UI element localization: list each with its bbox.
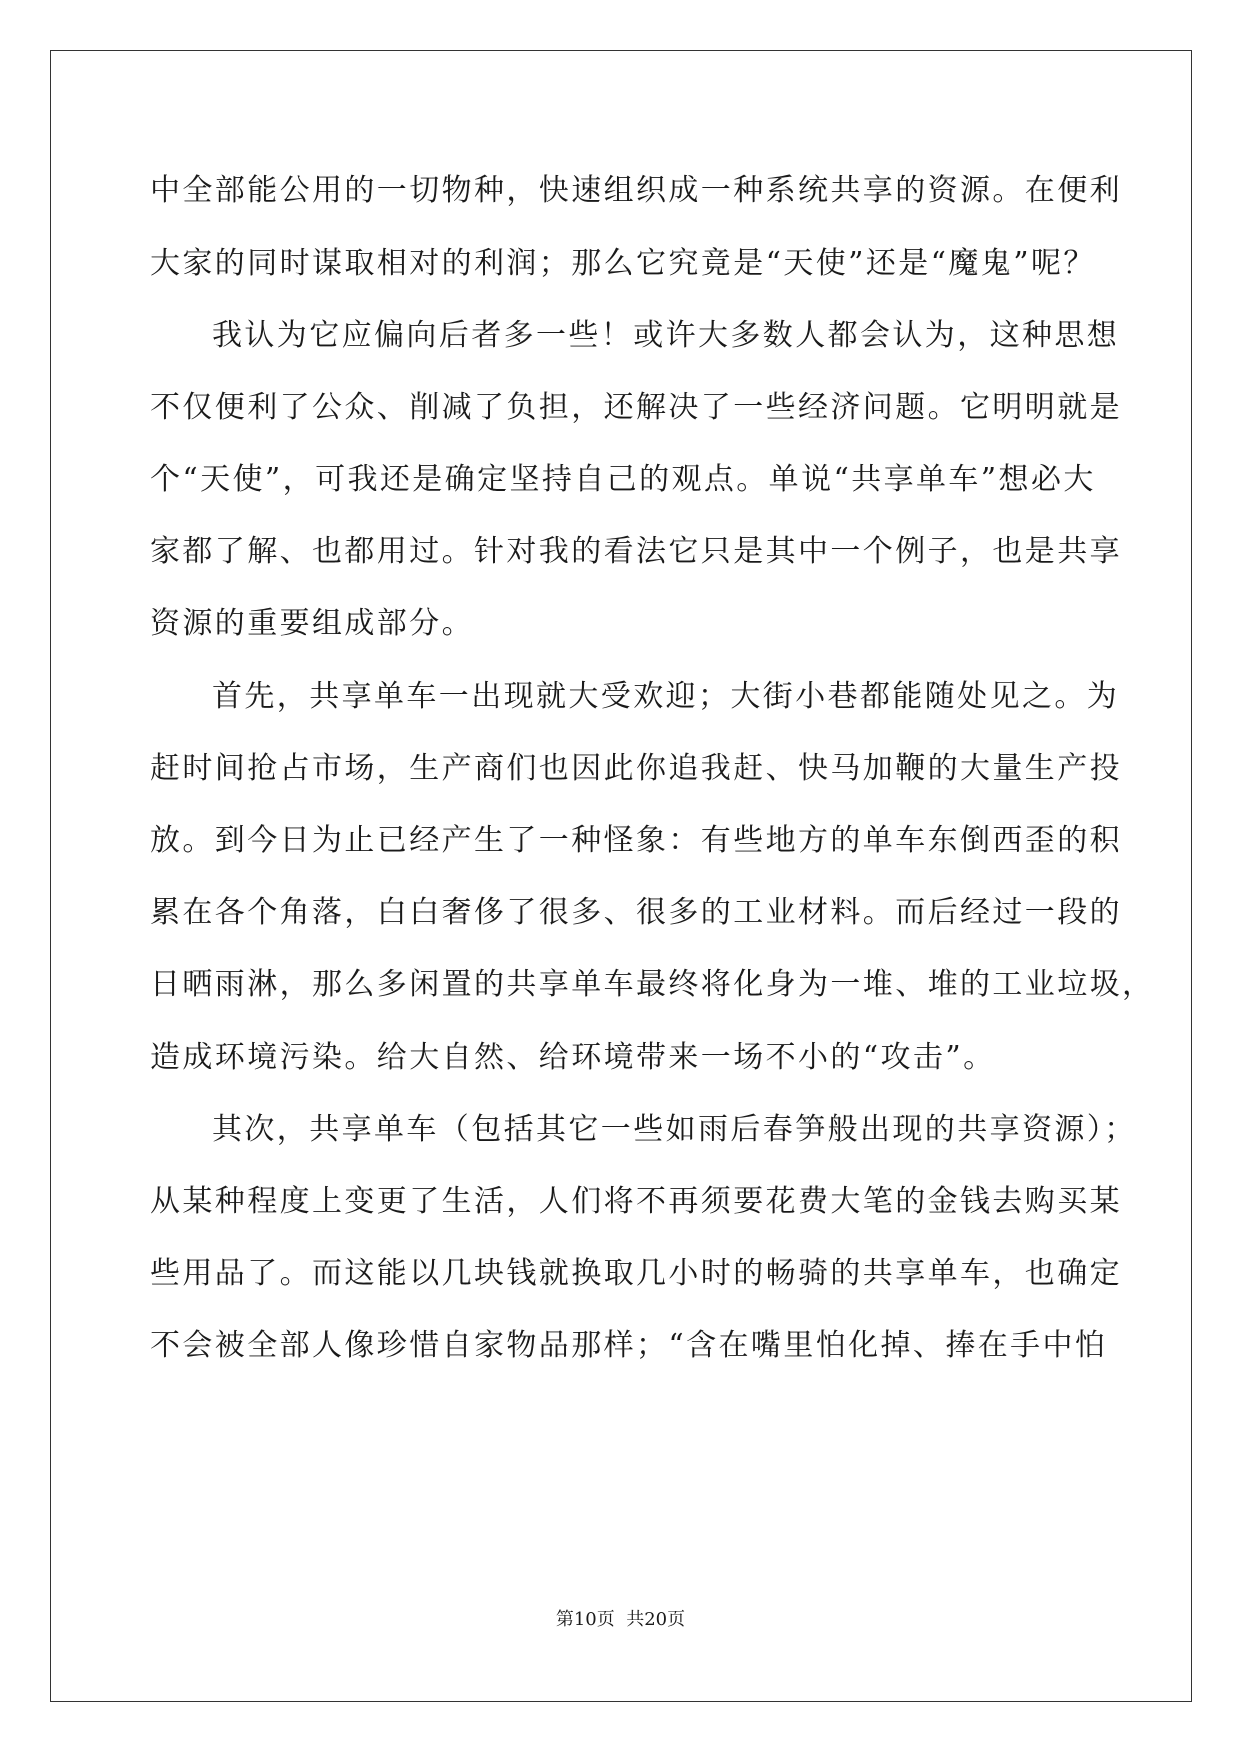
text-line: 放。到今日为止已经产生了一种怪象：有些地方的单车东倒西歪的积 — [150, 823, 1122, 858]
text-line: 日晒雨淋，那么多闲置的共享单车最终将化身为一堆、堆的工业垃圾， — [150, 967, 1155, 1002]
paragraph-start-line: 其次，共享单车（包括其它一些如雨后春笋般出现的共享资源）； — [212, 1112, 1137, 1147]
text-line: 大家的同时谋取相对的利润；那么它究竟是“天使”还是“魔鬼”呢？ — [150, 246, 1096, 281]
text-line: 中全部能公用的一切物种，快速组织成一种系统共享的资源。在便利 — [150, 173, 1122, 208]
paragraph-start-line: 我认为它应偏向后者多一些！或许大多数人都会认为，这种思想 — [212, 318, 1120, 353]
text-line: 资源的重要组成部分。 — [150, 606, 474, 641]
page-number-footer — [0, 1608, 1241, 1632]
paragraph-start-line: 首先，共享单车一出现就大受欢迎；大街小巷都能随处见之。为 — [212, 679, 1120, 714]
text-line: 累在各个角落，白白奢侈了很多、很多的工业材料。而后经过一段的 — [150, 895, 1122, 930]
text-line: 造成环境污染。给大自然、给环境带来一场不小的“攻击”。 — [150, 1040, 996, 1075]
text-line: 不会被全部人像珍惜自家物品那样；“含在嘴里怕化掉、捧在手中怕 — [150, 1328, 1108, 1363]
page-label: 第10页 共20页 — [555, 1609, 686, 1630]
text-line: 从某种程度上变更了生活，人们将不再须要花费大笔的金钱去购买某 — [150, 1184, 1122, 1219]
text-line: 些用品了。而这能以几块钱就换取几小时的畅骑的共享单车，也确定 — [150, 1256, 1122, 1291]
text-line: 不仅便利了公众、削减了负担，还解决了一些经济问题。它明明就是 — [150, 390, 1122, 425]
text-line: 个“天使”，可我还是确定坚持自己的观点。单说“共享单车”想必大 — [150, 462, 1096, 497]
page-border — [50, 50, 1192, 1702]
text-line: 家都了解、也都用过。针对我的看法它只是其中一个例子，也是共享 — [150, 534, 1122, 569]
text-line: 赶时间抢占市场，生产商们也因此你追我赶、快马加鞭的大量生产投 — [150, 751, 1122, 786]
